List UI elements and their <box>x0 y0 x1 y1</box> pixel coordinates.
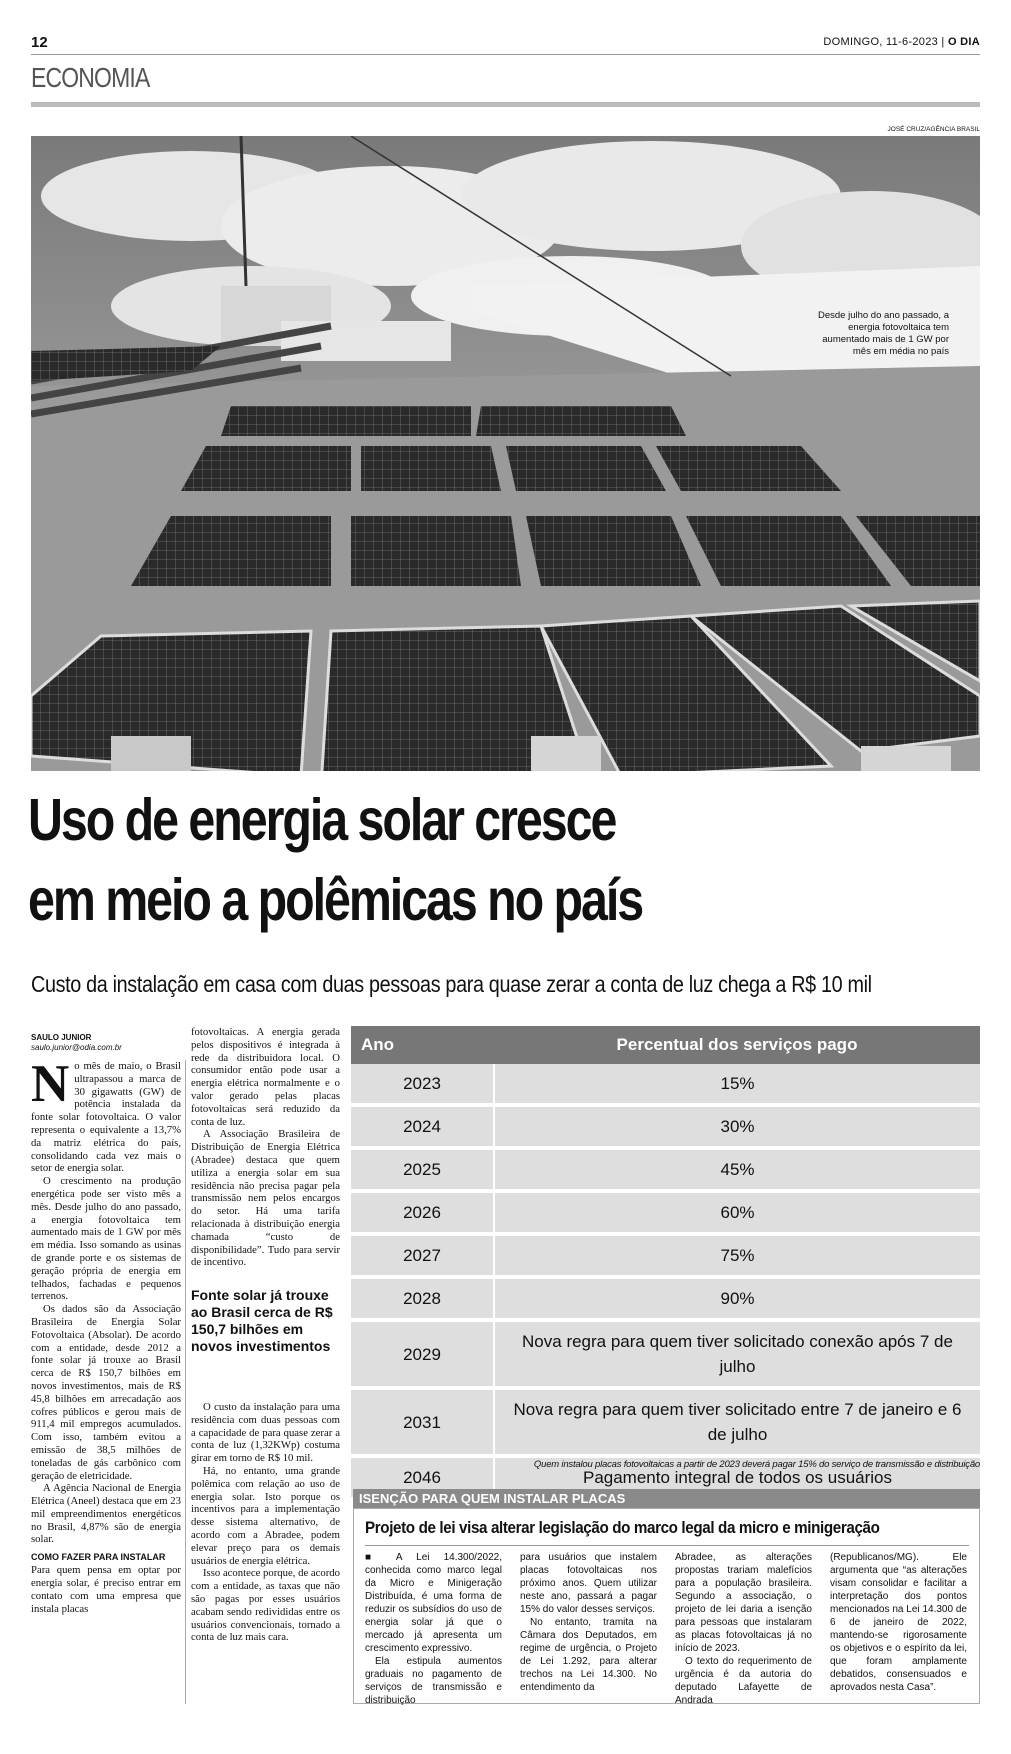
body-paragraph: Para quem pensa em optar por energia solar, é preciso entrar em contato com uma empresa que instala placas <box>31 1564 181 1615</box>
box-rule <box>365 1545 969 1546</box>
table-note: Quem instalou placas fotovoltaicas a partir de 2023 deverá pagar 15% do serviço de transmissão e distribuição <box>533 1459 980 1470</box>
box-paragraph: ■ A Lei 14.300/2022, conhecida como marco legal da Micro e Minigeração Distribuída, é uma forma de reduzir os subsídios do uso de energia solar já que o mercado já apresenta um crescimento expressivo. <box>365 1552 502 1654</box>
table-header-row <box>351 1026 980 1064</box>
box-column-4 <box>830 1551 967 1694</box>
box-paragraph: O texto do requerimento de urgência é da autoria do deputado Lafayette de Andrada <box>675 1656 812 1706</box>
column-header-percent: Percentual dos serviços pago <box>494 1026 980 1064</box>
body-paragraph: Há, no entanto, uma grande polêmica com relação ao uso de energia solar. Isto porque os incentivos para a implementação desse sistema alternativo, de acordo com a Abradee, podem elevar preço para os demais usuários de energia elétrica. <box>191 1464 340 1567</box>
body-paragraph <box>31 1055 181 1175</box>
article-column-2 <box>191 1026 340 1269</box>
body-paragraph: O custo da instalação para uma residência com duas pessoas com a capacidade de para quase zerar a conta de luz (1,32KWp) costuma girar em torno de R$ 10 mil. <box>191 1401 340 1465</box>
percent-cell: Nova regra para quem tiver solicitado conexão após 7 de julho <box>494 1320 980 1388</box>
article-column-2-continued <box>191 1401 340 1644</box>
table-row <box>351 1148 980 1191</box>
year-cell: 2023 <box>351 1064 494 1105</box>
author-email: saulo.junior@odia.com.br <box>31 1043 122 1052</box>
section-title: ECONOMIA <box>31 62 150 93</box>
box-paragraph: Ela estipula aumentos graduais no pagamento de serviços de transmissão e distribuição <box>365 1656 502 1706</box>
photo-credit: JOSÉ CRUZ/AGÊNCIA BRASIL <box>887 126 980 133</box>
table-row <box>351 1234 980 1277</box>
subheadline: Custo da instalação em casa com duas pessoas para quase zerar a conta de luz chega a R$ 10 mil <box>31 971 872 997</box>
box-paragraph: Abradee, as alterações propostas trariam malefícios para a população brasileira. Segundo a associação, o projeto de lei daria a isenção para pessoas que instalaram as placas fotovoltaicas já no início de 2023. <box>675 1552 812 1654</box>
table-row <box>351 1105 980 1148</box>
photo-caption: Desde julho do ano passado, a energia fotovoltaica tem aumentado mais de 1 GW por mês em média no país <box>818 310 949 357</box>
percent-cell: Pagamento integral de todos os usuários <box>494 1456 980 1499</box>
page-number: 12 <box>31 34 48 51</box>
article-column-1 <box>31 1055 181 1615</box>
section-heading: COMO FAZER PARA INSTALAR <box>31 1552 166 1563</box>
year-cell: 2024 <box>351 1105 494 1148</box>
box-band: ISENÇÃO PARA QUEM INSTALAR PLACAS <box>353 1489 980 1508</box>
year-cell: 2031 <box>351 1388 494 1456</box>
paper-name: O DIA <box>947 36 980 48</box>
percent-cell: 15% <box>494 1064 980 1105</box>
photo-illustration <box>31 136 980 771</box>
table-row <box>351 1388 980 1456</box>
percent-cell: 90% <box>494 1277 980 1320</box>
box-column-1 <box>365 1551 502 1707</box>
body-paragraph: O crescimento na produção energética pode ser visto mês a mês. Desde julho do ano passado, a energia fotovoltaica tem aumentado mais de 1 GW por mês em média. Isso somando as usinas de grande porte e os sistemas de geração própria de energia em telhados, fachadas e pequenos terrenos. <box>31 1175 181 1303</box>
year-cell: 2027 <box>351 1234 494 1277</box>
box-column-2 <box>520 1551 657 1694</box>
body-paragraph: A Agência Nacional de Energia Elétrica (Aneel) destaca que em 23 mil empreendimentos energéticos no Brasil, 4,87% são de energia solar. <box>31 1482 181 1546</box>
author-name: SAULO JUNIOR <box>31 1033 92 1042</box>
headline <box>28 780 815 940</box>
year-cell: 2029 <box>351 1320 494 1388</box>
body-paragraph: Isso acontece porque, de acordo com a entidade, as taxas que não são pagas por esses usuários acabam sendo redivididas entre os usuários convencionais, tornado a conta de luz mais cara. <box>191 1567 340 1644</box>
year-cell: 2046 <box>351 1456 494 1499</box>
table-row <box>351 1191 980 1234</box>
issue-date: DOMINGO, 11-6-2023 <box>823 36 939 48</box>
headline-line-1: Uso de energia solar cresce <box>28 787 616 853</box>
column-rule <box>185 1060 186 1704</box>
body-paragraph: A Associação Brasileira de Distribuição de Energia Elétrica (Abradee) destaca que quem utiliza a energia solar em sua residência não precisa pagar pela transmissão nem pelos encargos do setor. Há uma tarifa relacionada à distribuição energia chamada “custo de disponibilidade”. Tudo para servir de incentivo. <box>191 1128 340 1269</box>
body-paragraph: fotovoltaicas. A energia gerada pelos dispositivos é integrada à rede da distribuidora local. O consumidor então pode usar a energia elétrica normalmente e o valor gerado pelas placas fotovoltaicas será reduzido da conta de luz. <box>191 1026 340 1128</box>
year-cell: 2025 <box>351 1148 494 1191</box>
column-header-year: Ano <box>351 1026 494 1064</box>
body-paragraph: Os dados são da Associação Brasileira de Energia Solar Fotovoltaica (Absolar). De acordo com a entidade, desde 2012 a fonte solar já trouxe ao Brasil cerca de R$ 150,7 bilhões em novos investimentos, mais de R$ 45,8 bilhões em arrecadação aos cofres públicos e gerou mais de 911,4 mil empregos acumulados. Com isso, também evitou a emissão de 38,5 milhões de toneladas de gás carbônico com geração de eletricidade. <box>31 1303 181 1482</box>
percent-cell: 45% <box>494 1148 980 1191</box>
table-row <box>351 1064 980 1105</box>
percent-cell: 60% <box>494 1191 980 1234</box>
drop-cap: N <box>31 1055 70 1113</box>
dateline-separator: | <box>941 36 945 48</box>
pull-quote: Fonte solar já trouxe ao Brasil cerca de R$ 150,7 bilhões em novos investimentos <box>191 1287 333 1354</box>
headline-line-2: em meio a polêmicas no país <box>28 867 643 933</box>
year-cell: 2026 <box>351 1191 494 1234</box>
dateline <box>823 36 980 48</box>
box-paragraph: No entanto, tramita na Câmara dos Deputados, em regime de urgência, o Projeto de Lei 1.292, para alterar trechos na Lei 14.300. No entendimento da <box>520 1617 657 1693</box>
box-title: Projeto de lei visa alterar legislação do marco legal da micro e minigeração <box>365 1519 880 1537</box>
percent-cell: 75% <box>494 1234 980 1277</box>
box-paragraph: (Republicanos/MG). Ele argumenta que “as alterações visam consolidar e facilitar a interpretação dos pontos mencionados na Lei 14.300 de 6 de janeiro de 2022, mantendo-se rigorosamente os objetivos e o espírito da lei, que foram amplamente debatidos, consensuados e aprovados nesta Casa”. <box>830 1552 967 1693</box>
body-text: o mês de maio, o Brasil ultrapassou a marca de 30 gigawatts (GW) de potência instalada da fonte solar fotovoltaica. O valor representa o equivalente a 13,7% da matriz elétrica do país, consolidando cada vez mais o setor de energia solar. <box>31 1060 181 1175</box>
solar-panels-photo <box>31 136 980 771</box>
percent-cell: 30% <box>494 1105 980 1148</box>
box-column-3 <box>675 1551 812 1707</box>
percent-cell: Nova regra para quem tiver solicitado entre 7 de janeiro e 6 de julho <box>494 1388 980 1456</box>
header-rule <box>31 54 980 55</box>
year-cell: 2028 <box>351 1277 494 1320</box>
subsidy-schedule-table <box>351 1026 980 1501</box>
table-row <box>351 1320 980 1388</box>
table-row <box>351 1277 980 1320</box>
box-paragraph: para usuários que instalem placas fotovoltaicas nos próximo anos. Quem utilizar neste ano, passará a pagar 15% do valor desses serviços. <box>520 1552 657 1615</box>
section-rule <box>31 102 980 107</box>
